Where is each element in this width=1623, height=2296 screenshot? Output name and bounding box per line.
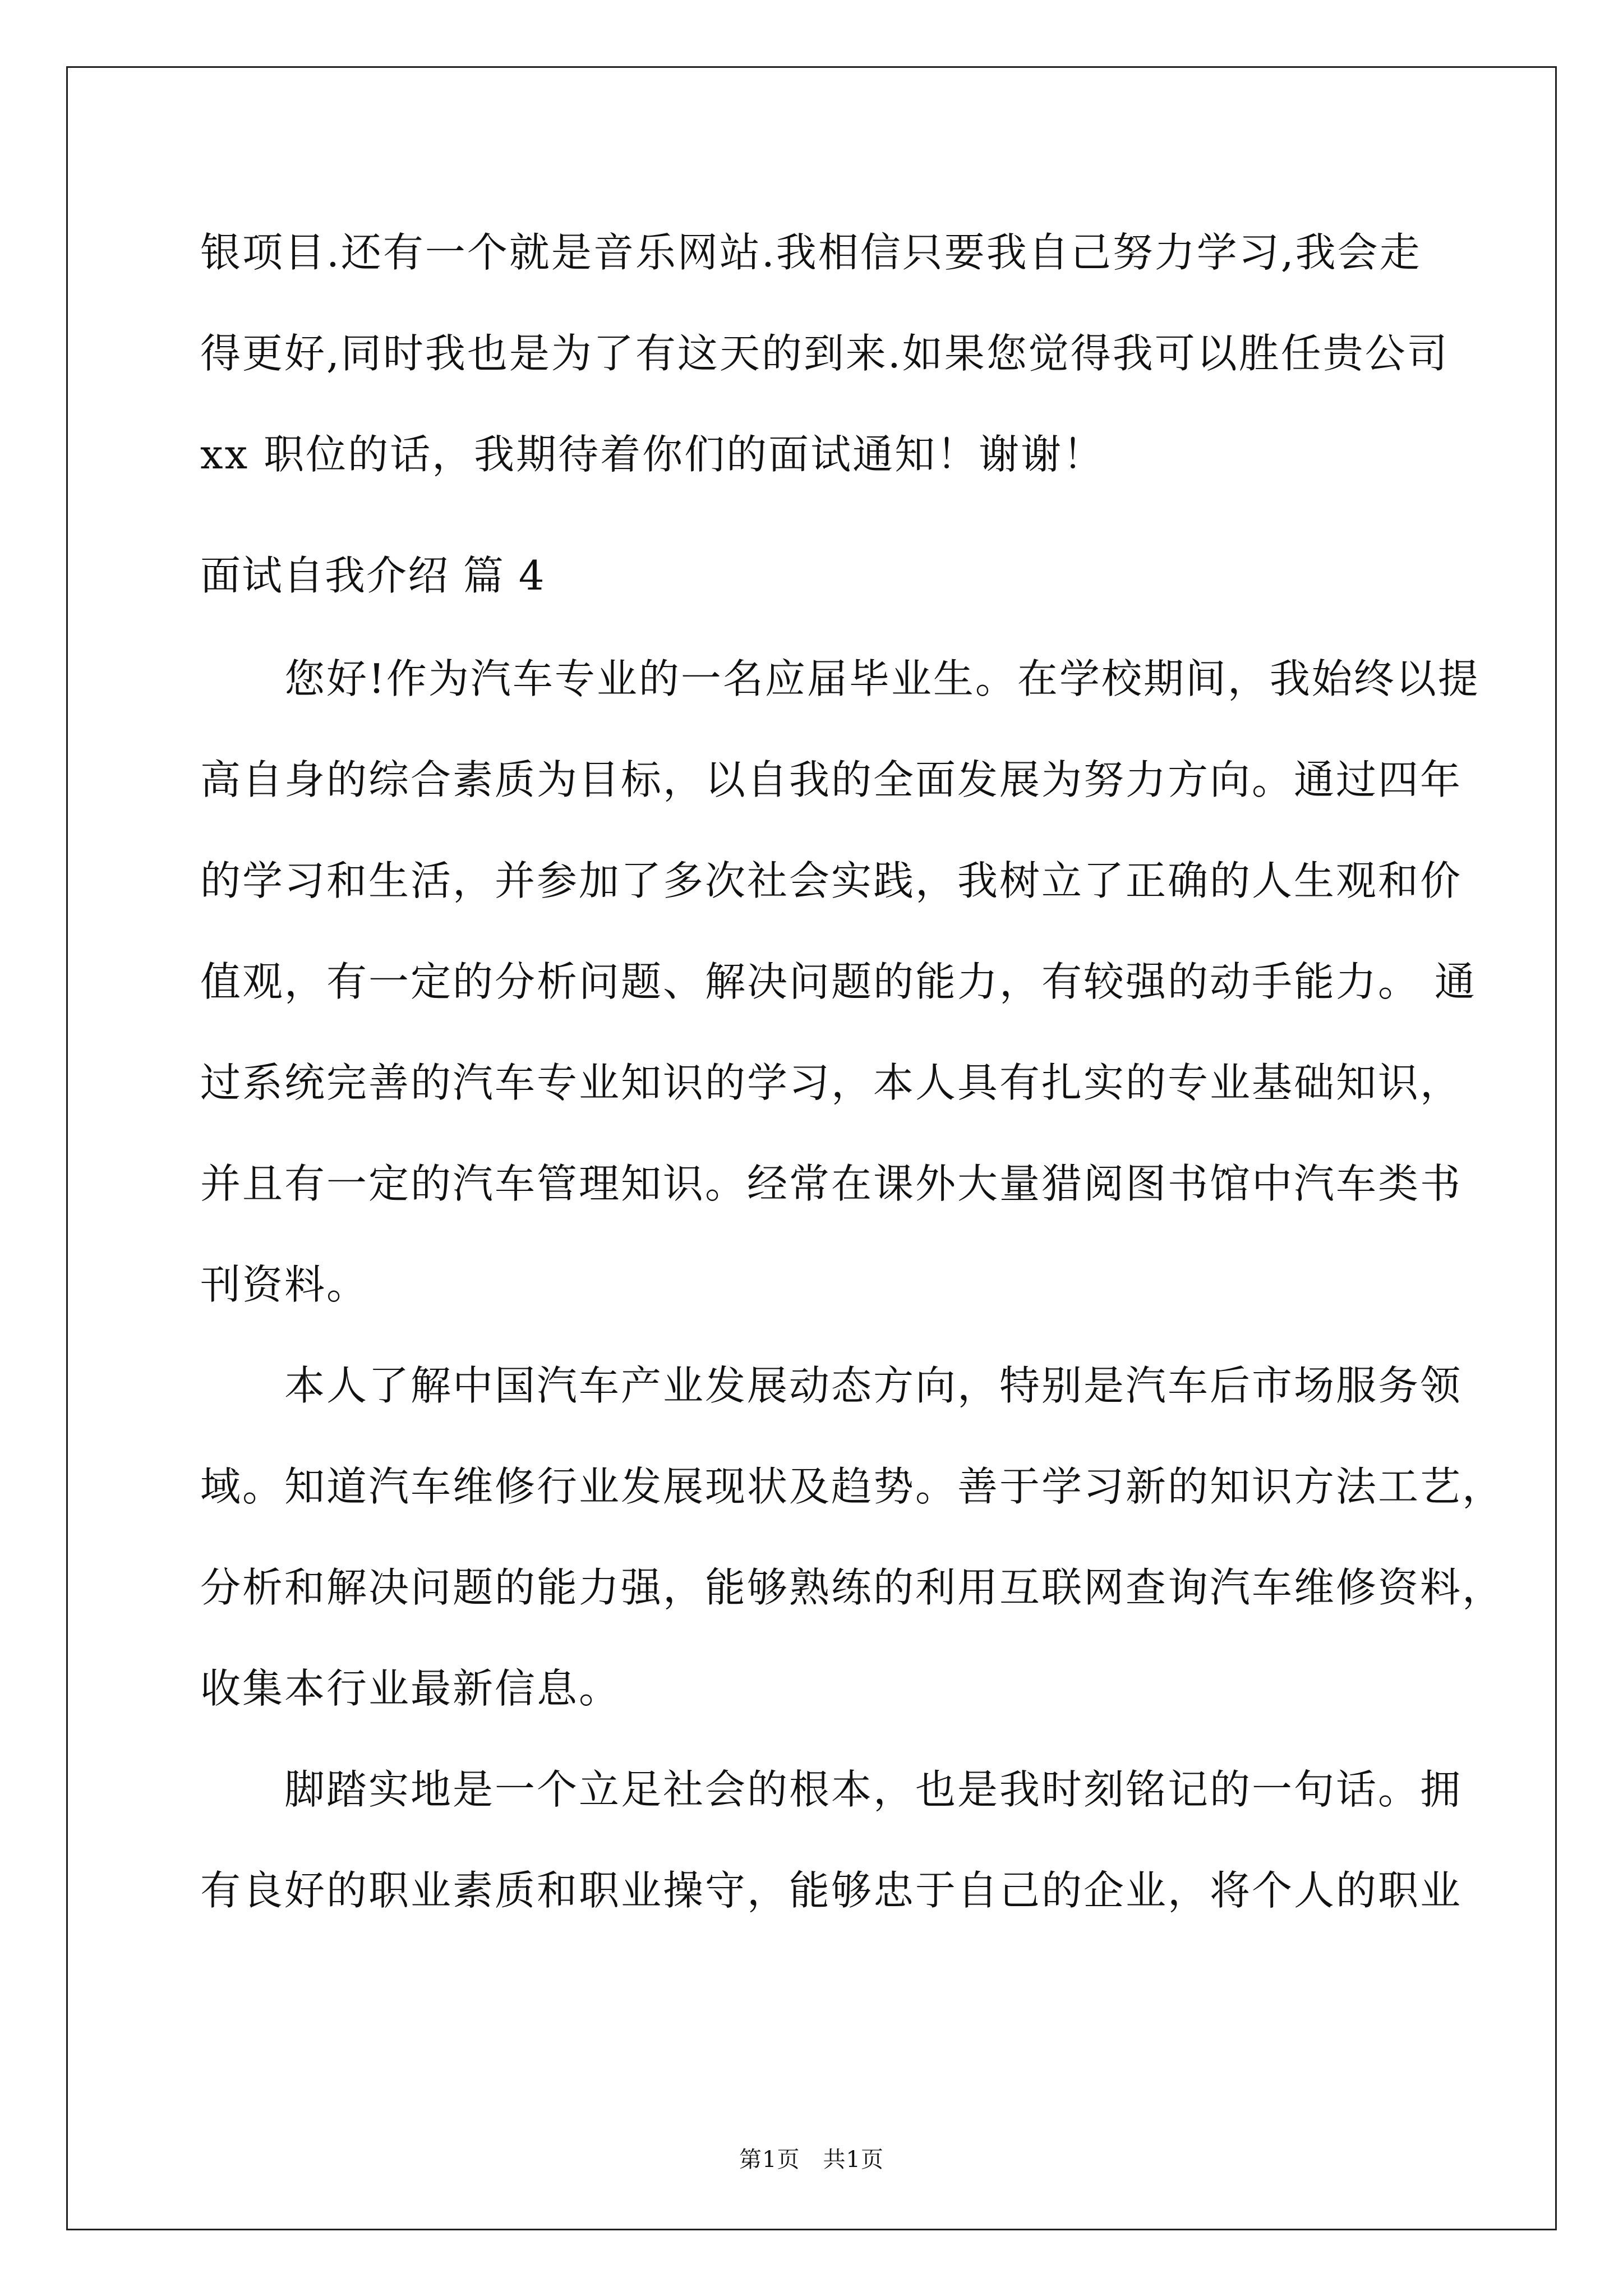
text-line: 收集本行业最新信息。 [200, 1665, 621, 1712]
text-line: 有良好的职业素质和职业操守，能够忠于自己的企业，将个人的职业 [200, 1867, 1463, 1914]
section-heading: 面试自我介绍 篇 4 [200, 552, 546, 599]
text-line: 分析和解决问题的能力强，能够熟练的利用互联网查询汽车维修资料， [200, 1564, 1505, 1611]
text-line: 得更好,同时我也是为了有这天的到来.如果您觉得我可以胜任贵公司 [200, 330, 1449, 377]
text-line: 本人了解中国汽车产业发展动态方向，特别是汽车后市场服务领 [200, 1362, 1463, 1409]
text-line: 的学习和生活，并参加了多次社会实践，我树立了正确的人生观和价 [200, 857, 1463, 904]
text-line: 高自身的综合素质为目标，以自我的全面发展为努力方向。通过四年 [200, 756, 1463, 803]
text-line: 银项目.还有一个就是音乐网站.我相信只要我自己努力学习,我会走 [200, 229, 1422, 276]
text-line: 过系统完善的汽车专业知识的学习，本人具有扎实的专业基础知识， [200, 1059, 1463, 1106]
text-line: 您好!作为汽车专业的一名应届毕业生。在学校期间，我始终以提 [200, 655, 1480, 702]
text-line: 域。知道汽车维修行业发展现状及趋势。善于学习新的知识方法工艺， [200, 1463, 1505, 1510]
text-line: 刊资料。 [200, 1261, 369, 1308]
text-line: 并且有一定的汽车管理知识。经常在课外大量猎阅图书馆中汽车类书 [200, 1160, 1463, 1207]
text-line: 值观，有一定的分析问题、解决问题的能力，有较强的动手能力。 通 [200, 958, 1477, 1005]
text-line: 脚踏实地是一个立足社会的根本，也是我时刻铭记的一句话。拥 [200, 1766, 1463, 1813]
page-footer: 第1页 共1页 [739, 2147, 884, 2173]
text-line: xx 职位的话，我期待着你们的面试通知！谢谢！ [200, 431, 1105, 478]
